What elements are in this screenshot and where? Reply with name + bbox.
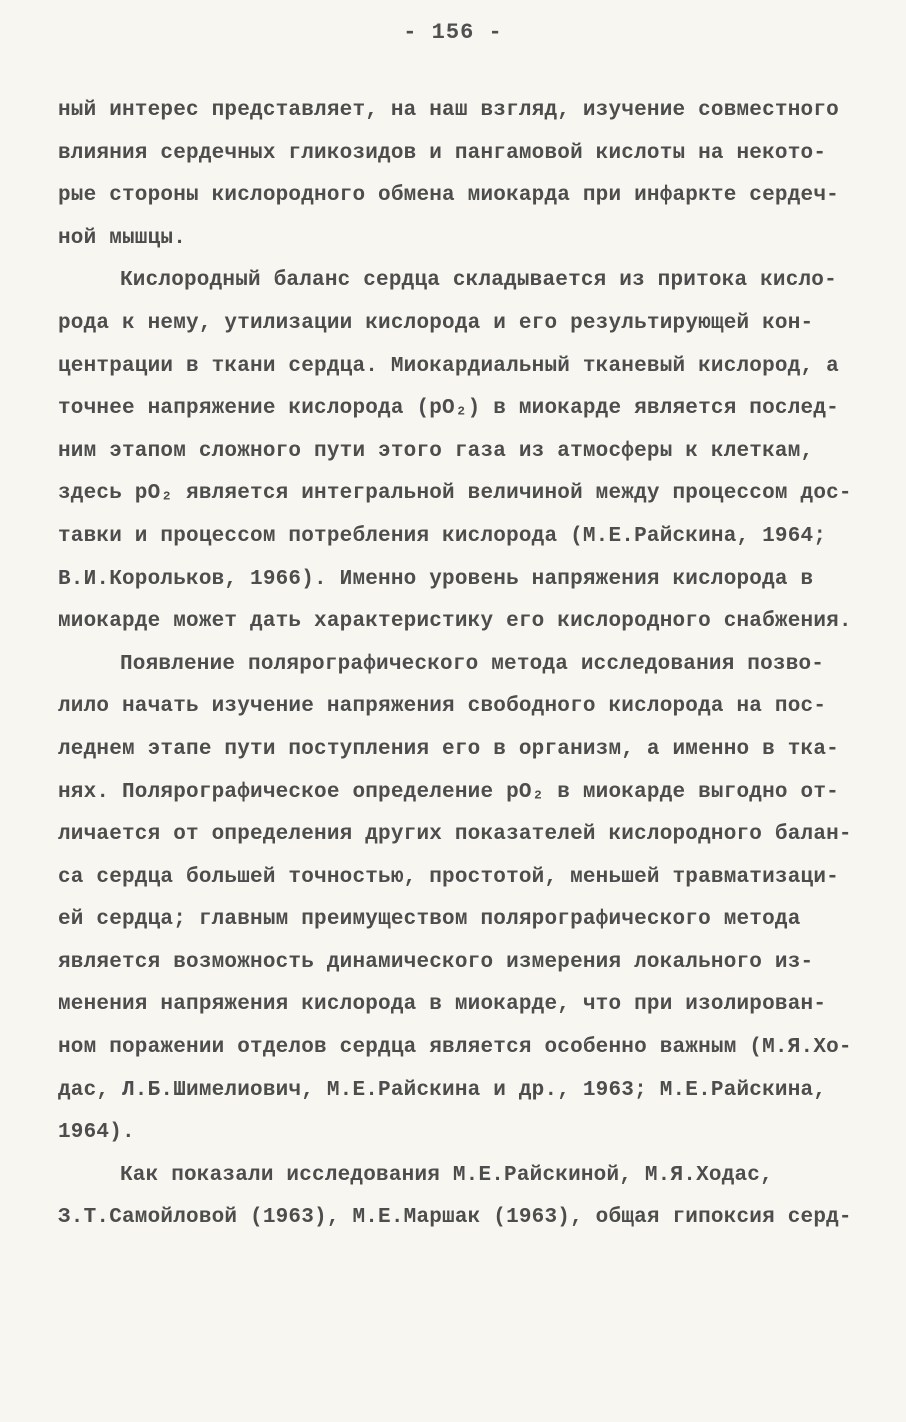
text-line: центрации в ткани сердца. Миокардиальный тканевый кислород, а	[58, 354, 839, 378]
text-line: менения напряжения кислорода в миокарде, что при изолирован-	[58, 993, 827, 1017]
text-line: ей сердца; главным преимуществом полярографического метода	[58, 908, 801, 932]
text-line: рые стороны кислородного обмена миокарда при инфаркте сердеч-	[58, 184, 839, 208]
text-line: личается от определения других показателей кислородного балан-	[58, 823, 852, 847]
text-line: тавки и процессом потребления кислорода (М.Е.Райскина, 1964;	[58, 524, 827, 548]
text-line: З.Т.Самойловой (1963), М.Е.Маршак (1963), общая гипоксия серд-	[58, 1206, 852, 1230]
text-line: является возможность динамического измерения локального из-	[58, 950, 814, 974]
text-line: ном поражении отделов сердца является особенно важным (М.Я.Хо-	[58, 1036, 852, 1060]
text-line: рода к нему, утилизации кислорода и его результирующей кон-	[58, 311, 814, 335]
text-line: нях. Полярографическое определение pO₂ в миокарде выгодно от-	[58, 780, 839, 804]
page-number: - 156 -	[403, 20, 503, 45]
text-line: са сердца большей точностью, простотой, меньшей травматизаци-	[58, 865, 839, 889]
text-line: 1964).	[58, 1121, 135, 1145]
text-line: Кислородный баланс сердца складывается из притока кисло-	[120, 269, 837, 293]
text-line: влияния сердечных гликозидов и пангамовой кислоты на некото-	[58, 141, 827, 165]
text-line: ный интерес представляет, на наш взгляд, изучение совместного	[58, 99, 839, 122]
text-line: В.И.Корольков, 1966). Именно уровень напряжения кислорода в	[58, 567, 814, 591]
text-line: здесь pO₂ является интегральной величиной между процессом дос-	[58, 482, 852, 506]
text-line: ной мышцы.	[58, 226, 187, 250]
text-line: леднем этапе пути поступления его в организм, а именно в тка-	[58, 737, 839, 761]
text-line: лило начать изучение напряжения свободного кислорода на пос-	[58, 695, 827, 719]
text-line: Как показали исследования М.Е.Райскиной, М.Я.Ходас,	[120, 1163, 773, 1187]
text-line: точнее напряжение кислорода (pO₂) в миокарде является послед-	[58, 397, 839, 421]
body-text	[58, 90, 858, 1240]
text-line: миокарде может дать характеристику его кислородного снабжения.	[58, 610, 852, 634]
text-line: дас, Л.Б.Шимелиович, М.Е.Райскина и др., 1963; М.Е.Райскина,	[58, 1078, 827, 1102]
text-line: Появление полярографического метода исследования позво-	[120, 652, 825, 676]
text-line: ним этапом сложного пути этого газа из атмосферы к клеткам,	[58, 439, 814, 463]
